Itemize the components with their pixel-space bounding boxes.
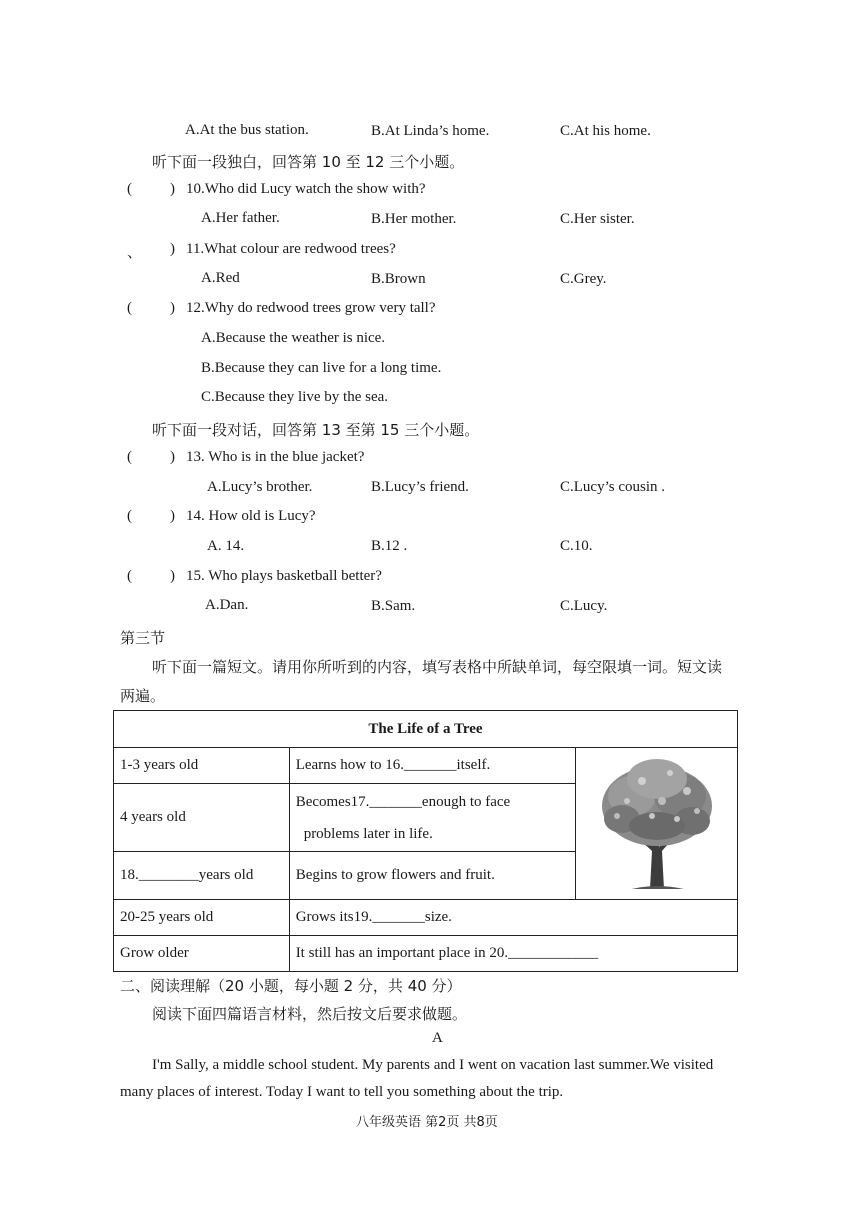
q14-stem: 14. How old is Lucy? — [186, 508, 316, 524]
q11-stem: 11.What colour are redwood trees? — [186, 241, 396, 257]
q11-bracket-open: 、 — [127, 245, 143, 261]
q14-option-b: B.12 . — [371, 538, 408, 554]
life-of-tree-table — [113, 710, 738, 972]
table-cell-desc — [289, 784, 575, 852]
table-cell-age: 18.________years old — [114, 852, 290, 900]
q10-option-c: C.Her sister. — [560, 211, 635, 227]
q10-stem: 10.Who did Lucy watch the show with? — [186, 181, 426, 197]
table-cell-age: 1-3 years old — [114, 748, 290, 784]
q12-stem: 12.Why do redwood trees grow very tall? — [186, 300, 436, 316]
q11-bracket-close: ) — [170, 241, 175, 257]
q15-option-b: B.Sam. — [371, 598, 416, 614]
table-row — [114, 748, 738, 784]
passage-line2: many places of interest. Today I want to tell you something about the trip. — [120, 1084, 564, 1100]
part3-heading: 第三节 — [120, 629, 166, 647]
tree-icon — [592, 751, 722, 891]
table-cell-desc-line2: problems later in life. — [303, 825, 433, 842]
q9-option-a: A.At the bus station. — [185, 122, 309, 138]
q12-option-c: C.Because they live by the sea. — [201, 389, 389, 405]
q15-bracket-open: ( — [127, 568, 132, 584]
q14-option-a: A. 14. — [207, 538, 245, 554]
q14-bracket-open: ( — [127, 508, 132, 524]
table-cell-desc: Grows its19._______size. — [289, 900, 737, 936]
table-cell-desc-line1: Becomes17._______enough to face — [295, 793, 511, 810]
table-cell-age: 20-25 years old — [114, 900, 290, 936]
table-title: The Life of a Tree — [114, 711, 738, 748]
table-cell-desc: Learns how to 16._______itself. — [289, 748, 575, 784]
q10-option-a: A.Her father. — [201, 210, 280, 226]
section-monologue-instruction: 听下面一段独白，回答第 10 至 12 三个小题。 — [152, 153, 465, 171]
q15-stem: 15. Who plays basketball better? — [186, 568, 382, 584]
q13-bracket-open: ( — [127, 449, 132, 465]
table-title-row — [114, 711, 738, 748]
q12-bracket-close: ) — [170, 300, 175, 316]
part3-instruction-line2: 两遍。 — [120, 687, 166, 705]
q9-option-c: C.At his home. — [560, 123, 651, 139]
section-dialogue-instruction: 听下面一段对话，回答第 13 至第 15 三个小题。 — [152, 421, 480, 439]
q12-option-b: B.Because they can live for a long time. — [201, 360, 442, 376]
q11-option-a: A.Red — [201, 270, 240, 286]
q15-option-c: C.Lucy. — [560, 598, 608, 614]
q11-option-b: B.Brown — [371, 271, 426, 287]
q9-option-b: B.At Linda’s home. — [371, 123, 490, 139]
q12-option-a: A.Because the weather is nice. — [201, 330, 386, 346]
part3-instruction-line1: 听下面一篇短文。请用你所听到的内容，填写表格中所缺单词，每空限填一词。短文读 — [152, 658, 723, 676]
q14-option-c: C.10. — [560, 538, 593, 554]
q13-bracket-close: ) — [170, 449, 175, 465]
passage-line1: I'm Sally, a middle school student. My parents and I went on vacation last summer.We visited — [152, 1057, 714, 1073]
table-cell-age: Grow older — [114, 936, 290, 972]
table-row — [114, 936, 738, 972]
q13-option-a: A.Lucy’s brother. — [207, 479, 313, 495]
reading-instruction: 阅读下面四篇语言材料，然后按文后要求做题。 — [152, 1005, 468, 1023]
q13-stem: 13. Who is in the blue jacket? — [186, 449, 365, 465]
tree-image-cell — [576, 748, 738, 900]
q12-bracket-open: ( — [127, 300, 132, 316]
q14-bracket-close: ) — [170, 508, 175, 524]
passage-label: A — [432, 1030, 443, 1046]
q15-option-a: A.Dan. — [205, 597, 249, 613]
table-row — [114, 900, 738, 936]
q10-option-b: B.Her mother. — [371, 211, 457, 227]
table-cell-age: 4 years old — [114, 784, 290, 852]
q13-option-b: B.Lucy’s friend. — [371, 479, 469, 495]
q13-option-c: C.Lucy’s cousin . — [560, 479, 665, 495]
q10-bracket-open: ( — [127, 181, 132, 197]
page-footer: 八年级英语 第2页 共8页 — [356, 1115, 498, 1130]
q15-bracket-close: ) — [170, 568, 175, 584]
q10-bracket-close: ) — [170, 181, 175, 197]
reading-heading: 二、阅读理解（20 小题，每小题 2 分，共 40 分） — [120, 977, 462, 995]
table-cell-desc: It still has an important place in 20.____________ — [289, 936, 737, 972]
table-cell-desc: Begins to grow flowers and fruit. — [289, 852, 575, 900]
q11-option-c: C.Grey. — [560, 271, 607, 287]
